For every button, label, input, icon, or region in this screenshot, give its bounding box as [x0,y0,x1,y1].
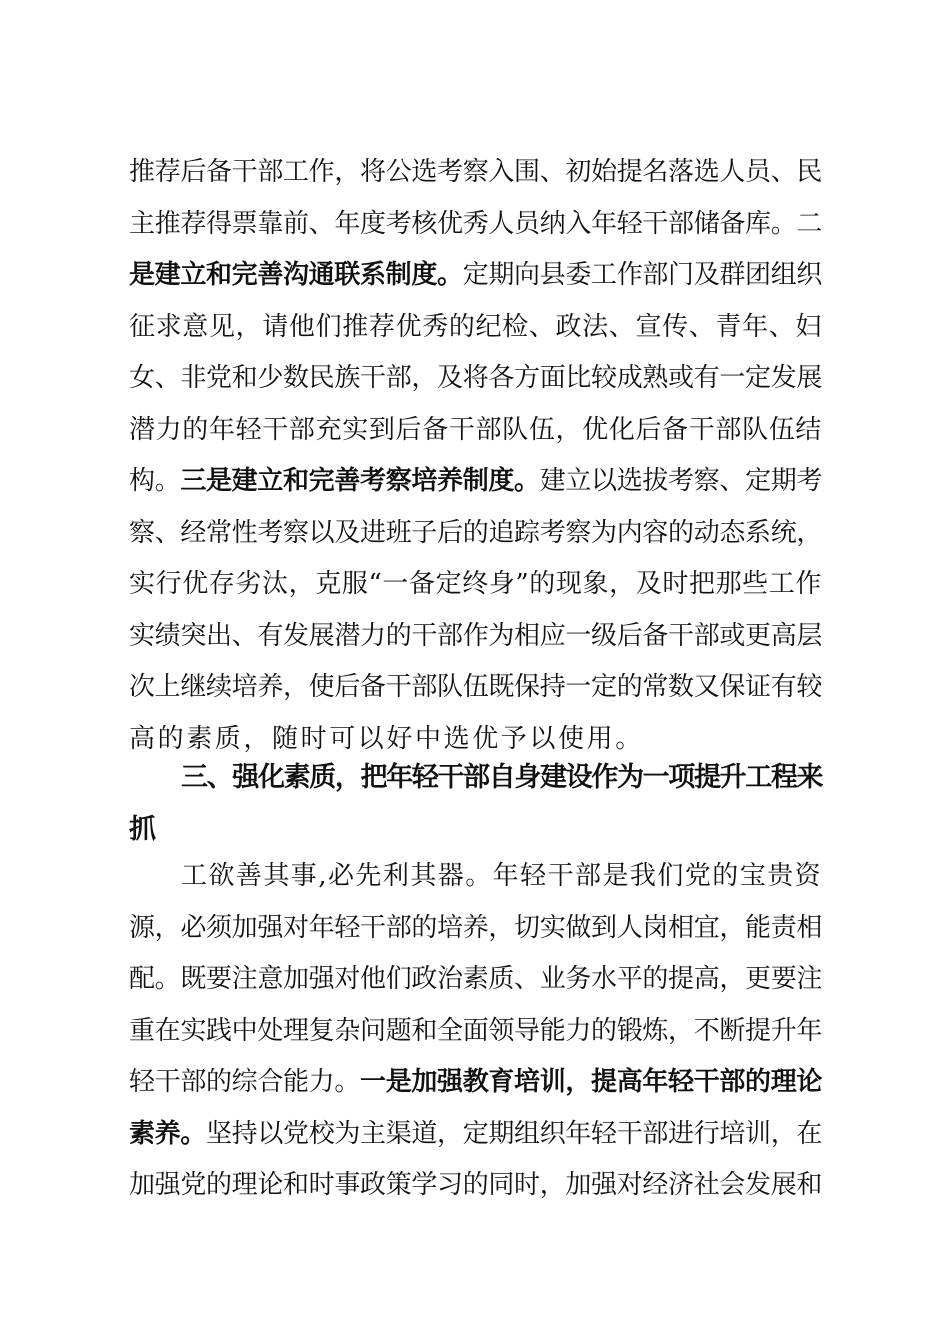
text-line [129,405,822,457]
bold-text-run: 一是加强教育培训，提高年轻干部的理论 [360,1067,822,1097]
text-line [129,250,822,302]
text-run: 征求意见，请他们推荐优秀的纪检、政法、宣传、青年、妇 [129,311,822,342]
bold-text-run: 三是建立和完善考察培养制度。 [180,466,540,496]
text-run: 潜力的年轻干部充实到后备干部队伍，优化后备干部队伍结 [129,414,822,445]
text-line [129,302,822,354]
text-line [129,1006,822,1058]
text-line [129,954,822,1006]
text-run: 实绩突出、有发展潜力的干部作为相应一级后备干部或更高层 [129,620,822,651]
text-line [129,353,822,405]
text-run: 次上继续培养，使后备干部队伍既保持一定的常数又保证有较 [129,672,822,702]
text-run: 主推荐得票靠前、年度考核优秀人员纳入年轻干部储备库。二 [129,208,822,239]
text-line [129,1109,822,1161]
text-run: 工欲善其事,必先利其器。年轻干部是我们党的宝贵资 [181,861,822,891]
text-line [129,199,822,251]
text-run: 建立以选拔考察、定期考 [539,466,823,496]
text-line [129,611,822,663]
text-run: 轻干部的综合能力。 [129,1067,361,1097]
text-run: 高的素质，随时可以好中选优予以使用。 [129,723,644,754]
paragraph-reserve-cadre-system [129,147,822,765]
paragraph-quality-improvement [129,851,822,1212]
text-run: 定期向县委工作部门及群团组织 [462,260,822,290]
text-run: 女、非党和少数民族干部，及将各方面比较成熟或有一定发展 [129,363,822,393]
text-line [129,508,822,560]
bold-text-run: 是建立和完善沟通联系制度。 [129,260,463,290]
text-run: 实行优存劣汰，克服“一备定终身”的现象，及时把那些工作 [129,569,822,599]
bold-text-run: 素养。 [129,1118,207,1149]
text-line [129,1160,822,1212]
text-line [129,147,822,199]
section-heading [129,752,822,855]
text-run: 加强党的理论和时事政策学习的同时，加强对经济社会发展和 [129,1170,822,1200]
text-line [129,851,822,903]
text-run: 察、经常性考察以及进班子后的追踪考察为内容的动态系统， [129,517,822,548]
heading-line: 三、强化素质，把年轻干部自身建设作为一项提升工程来 [181,762,822,793]
text-line [129,559,822,611]
text-run: 构。 [129,466,181,496]
text-line [129,662,822,714]
text-run: 配。既要注意加强对他们政治素质、业务水平的提高，更要注 [129,964,822,994]
text-run: 源，必须加强对年轻干部的培养，切实做到人岗相宜，能责相 [129,912,822,943]
text-run: 坚持以党校为主渠道，定期组织年轻干部进行培训，在 [206,1118,822,1149]
heading-line: 抓 [129,813,158,845]
text-line [129,903,822,955]
text-run: 推荐后备干部工作，将公选考察入围、初始提名落选人员、民 [129,157,822,187]
text-line [129,1057,822,1109]
text-line [129,456,822,508]
text-run: 重在实践中处理复杂问题和全面领导能力的锻炼，不断提升年 [129,1015,822,1046]
